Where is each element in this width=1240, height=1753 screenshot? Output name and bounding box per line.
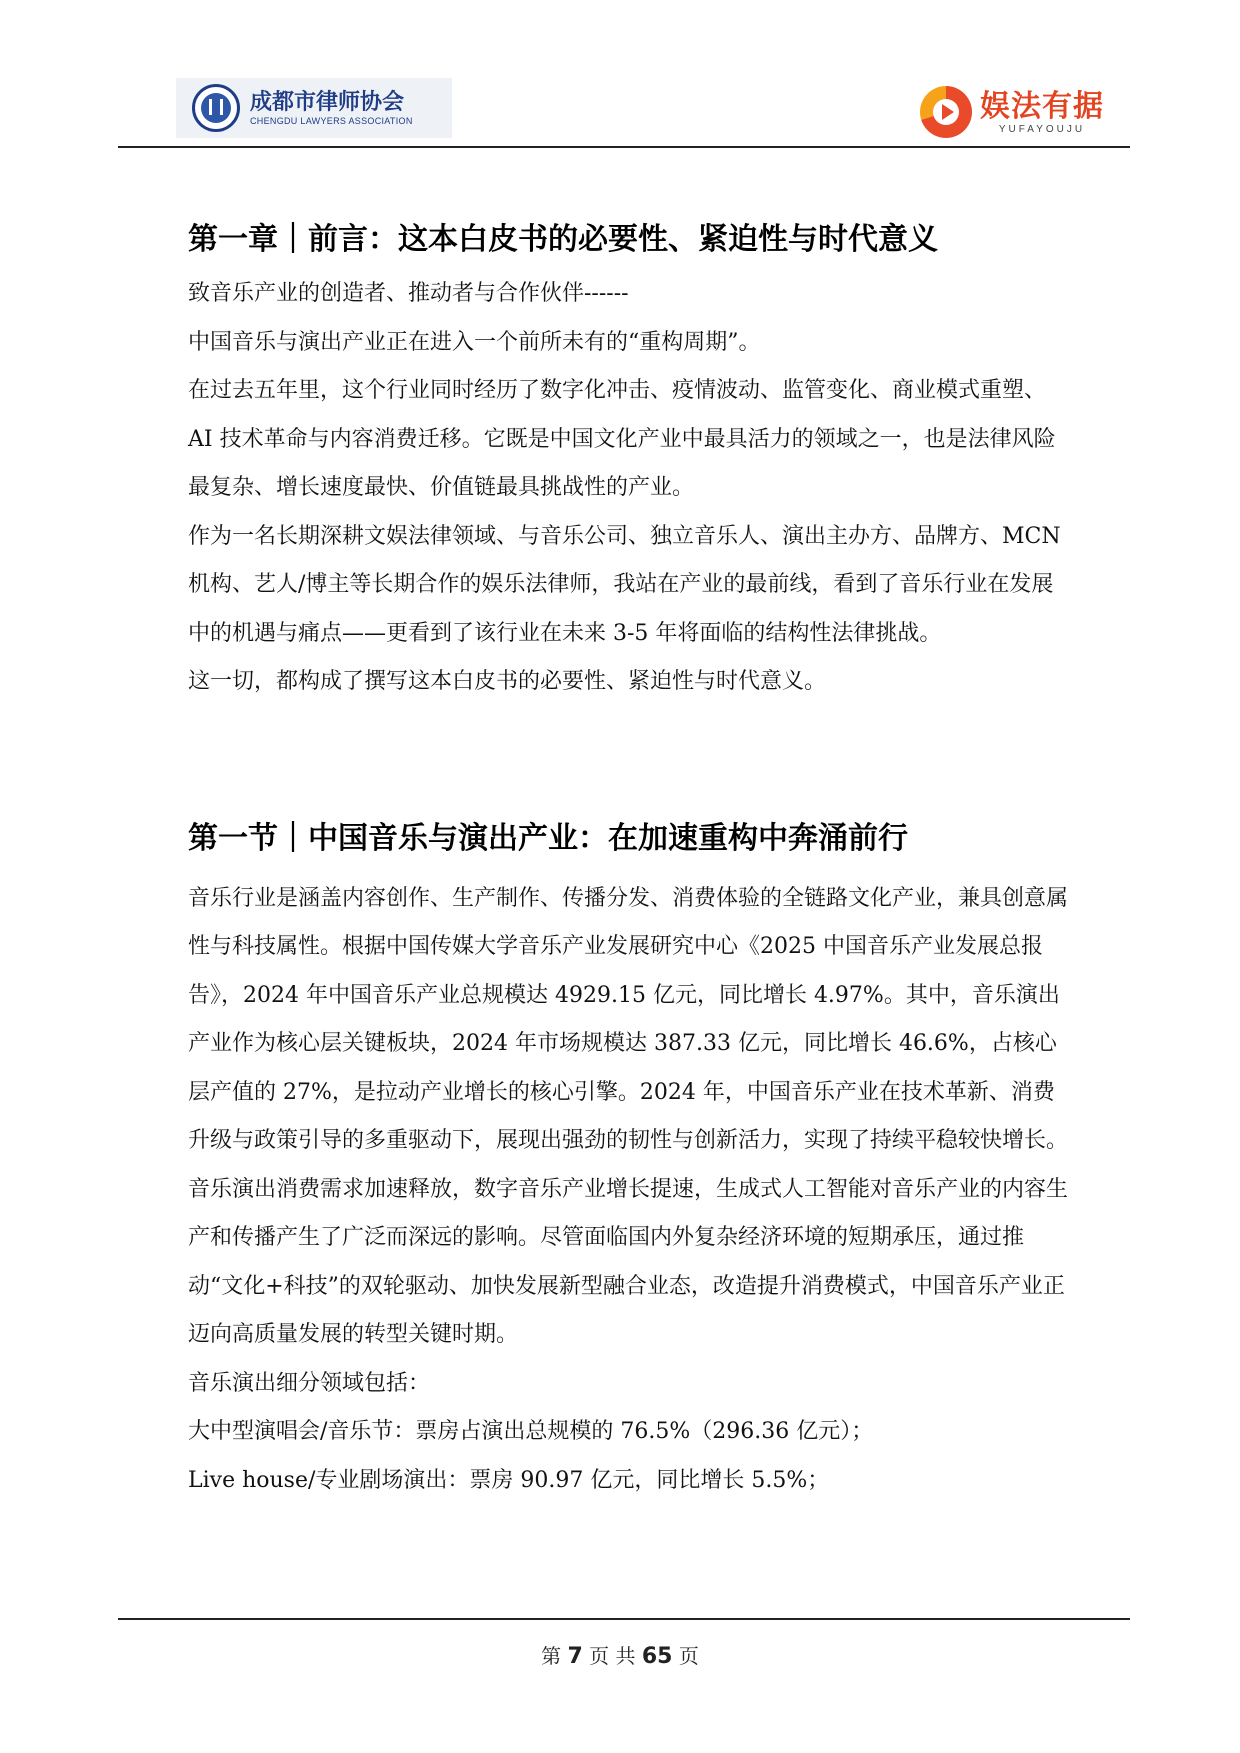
brand-name-block bbox=[980, 90, 1104, 135]
total-pages: 65 bbox=[641, 1644, 673, 1669]
play-disc-icon bbox=[920, 86, 972, 138]
section-paragraph: 音乐行业是涵盖内容创作、生产制作、传播分发、消费体验的全链路文化产业，兼具创意属性与科技属性。根据中国传媒大学音乐产业发展研究中心《2025 中国音乐产业发展总报告》，2024 年中国音乐产业总规模达 4929.15 亿元，同比增长 4.97%。其中，音乐演出产业作为核心层关键板块，2024 年市场规模达 387.33 亿元，同比增长 46.6%，占核心层产值的 27%，是拉动产业增长的核心引擎。2024 年，中国音乐产业在技术革新、消费升级与政策引导的多重驱动下，展现出强劲的韧性与创新活力，实现了持续平稳较快增长。音乐演出消费需求加速释放，数字音乐产业增长提速，生成式人工智能对音乐产业的内容生产和传播产生了广泛而深远的影响。尽管面临国内外复杂经济环境的短期承压，通过推动“文化+科技”的双轮驱动、加快发展新型融合业态，改造提升消费模式，中国音乐产业正迈向高质量发展的转型关键时期。 bbox=[188, 885, 1069, 1347]
brand-name-en: YUFAYOUJU bbox=[998, 123, 1086, 135]
chapter-paragraph: 致音乐产业的创造者、推动者与合作伙伴------ bbox=[188, 281, 629, 306]
chapter-title: 第一章｜前言：这本白皮书的必要性、紧迫性与时代意义 bbox=[188, 222, 938, 257]
yufayouju-logo bbox=[920, 82, 1130, 142]
section-spacer bbox=[188, 707, 1068, 809]
org-name-block bbox=[250, 90, 413, 126]
footer-suffix: 页 bbox=[678, 1644, 699, 1668]
section-list-item: Live house/专业剧场演出：票房 90.97 亿元，同比增长 5.5%； bbox=[188, 1467, 830, 1493]
brand-name-cn: 娱法有据 bbox=[980, 88, 1104, 124]
footer-divider bbox=[118, 1618, 1130, 1620]
footer-prefix: 第 bbox=[541, 1644, 562, 1668]
section-paragraph: 音乐演出细分领域包括： bbox=[188, 1370, 431, 1396]
lawyers-association-seal-icon bbox=[192, 84, 240, 132]
org-name-en: CHENGDU LAWYERS ASSOCIATION bbox=[250, 116, 413, 126]
page-header bbox=[0, 0, 1240, 150]
header-divider bbox=[118, 146, 1130, 148]
chapter-paragraph: 作为一名长期深耕文娱法律领域、与音乐公司、独立音乐人、演出主办方、品牌方、MCN 机构、艺人/博主等长期合作的娱乐法律师，我站在产业的最前线，看到了音乐行业在发展中的机遇与痛点——更看到了该行业在未来 3-5 年将面临的结构性法律挑战。 bbox=[188, 523, 1061, 646]
chengdu-lawyers-association-logo bbox=[176, 78, 452, 138]
chapter-paragraph: 在过去五年里，这个行业同时经历了数字化冲击、疫情波动、监管变化、商业模式重塑、AI 技术革命与内容消费迁移。它既是中国文化产业中最具活力的领域之一，也是法律风险最复杂、增长速度最快、价值链最具挑战性的产业。 bbox=[188, 378, 1056, 500]
section-title: 第一节｜中国音乐与演出产业：在加速重构中奔涌前行 bbox=[188, 820, 908, 856]
section-heading bbox=[188, 809, 1068, 869]
page-footer bbox=[0, 1640, 1240, 1669]
footer-middle: 页 共 bbox=[589, 1644, 636, 1668]
chapter-paragraph: 这一切，都构成了撰写这本白皮书的必要性、紧迫性与时代意义。 bbox=[188, 669, 827, 694]
page-number: 7 bbox=[567, 1644, 583, 1669]
org-name-cn: 成都市律师协会 bbox=[250, 90, 405, 115]
page-body bbox=[188, 210, 1068, 1505]
chapter-paragraph: 中国音乐与演出产业正在进入一个前所未有的“重构周期”。 bbox=[188, 329, 761, 355]
section-list-item: 大中型演唱会/音乐节：票房占演出总规模的 76.5%（296.36 亿元）； bbox=[188, 1419, 874, 1444]
